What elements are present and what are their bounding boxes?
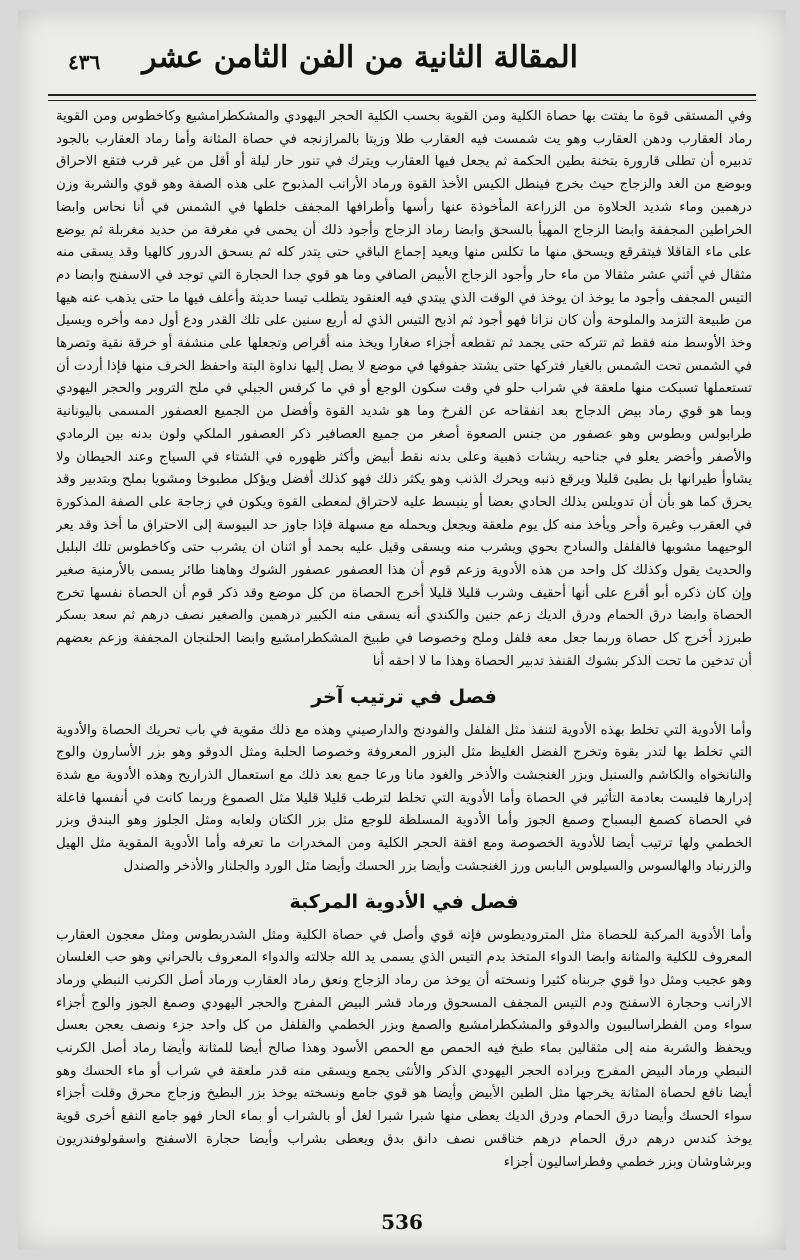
book-page: [18, 10, 786, 1250]
header-rule-thin: [48, 100, 756, 101]
section-heading: فصل في الأدوية المركبة: [289, 890, 519, 913]
paragraph: وأما الأدوية المركبة للحصاة مثل المتروديطوس فإنه قوي وأصل في حصاة الكلية ومثل الشدربطوس ومثل معجون العقارب المعروف للكلية والمثانة وابضا الدواء المتخذ بدم التيس الذي يسمى يد الله جلالته والدواء المعروف بالحراني وهو حب الغلسان وهو عجيب ومثل دوا قوي جربناه كثيرا ونسخته أن يوخذ من رماد الزجاج ونعق رماد العقارب ورماد أصل الكرنب النبطي ورماد الارانب وحجارة الاسفنج ودم التيس المجفف المسحوق ورماد قشر البيض المفرج والحجر اليهودي وصمغ الجوز والوج أجزاء سواء ومن الفطراسالبيون والدوقو والمشكطرامشيع والصمغ وبزر الخطمي والفلفل من كل واحد جزء ونصف يعجن بعسل ويحفظ والشربة منه إلى مثقالين بماء طبخ فيه الحمص مع الحمص الأسود وهذا صالح أيضا للمثانة وأيضا رماد أصل الكرنب النبطي ورماد البيض المفرج وبراده الحجر اليهودي الذكر والأنثى يجمع ويسقى منه قدر ملعقة في شراب أو ماء الحسك وهو أيضا نافع لحصاة المثانة يخرجها مثل الطين الأبيض وأيضا هو قوي جامع ونسخته يوخذ بزر البطيخ وزجاج محرق وقلت أجزاء سواء الحسك وأيضا درق الحمام ودرق الديك يعطى منها شبرا شبرا لغل أو بالشراب أو بماء الحار فهو جامع النفع أخرى قوية يوخذ كندس درهم درق الحمام درهم خناقس نصف دانق بدق ويعطى بشراب وأيضا حجارة الاسفنج واسقولوفندريون وبرشاوشان وبزر خطمي وفطراساليون أجزاء: [56, 927, 752, 1170]
section-heading: فصل في ترتيب آخر: [311, 685, 497, 708]
header-rule: [48, 94, 756, 96]
page-header: [48, 34, 748, 90]
page-number: ٤٣٦: [68, 50, 101, 74]
running-title: المقالة الثانية من الفن الثامن عشر: [142, 40, 578, 75]
folio-number: 536: [381, 1210, 423, 1234]
text-body: [56, 106, 752, 1202]
paragraph: وأما الأدوية التي تخلط بهذه الأدوية لتنفذ مثل الفلفل والفودنج والدارصيني وهذه مع ذلك مقوية في باب تحريك الحصاة والأدوية التي تخلط بها لتدر بقوة وتخرج الفضل الغليظ مثل البزور المعروفة وخصوصا الحلبة ومثل الدوقو وهو بزر الأسارون والوج والنانخواه والكاشم والسنبل وبزر الغنجشت والأذخر والغود مانا ورعا جمع بعد ذلك مع استعمال الذراريح وهذه الأدوية مع شدة إدرارها فليست بعادمة التأثير في الحصاة وأما الأدوية التي تخلط لترطب قليلا قليلا مثل الصموغ وربما كانت في أنفسها فاعلة في الحصاة كصمغ البسباح وصمغ الجوز وأما الأدوية المسلطة للوجع مثل بزر الكتان ولعابه ومثل الجلوز وهو البندق وبزر الخطمي ولها ترتيب أيضا للأدوية الخصوصة ومع افقة الحجر الكلية ومن المخدرات ما تعرفه وأما الأدوية المقوية مثل الهيل والزرنباد والهالسوس والسيلوس البابس ورز الغنجشت وأيضا بزر الحسك وأيضا مثل الورد والجلنار والأذخر والصندل: [56, 722, 752, 874]
paragraph: وفي المستقى قوة ما يفتت بها حصاة الكلية ومن القوية بحسب الكلية الحجر اليهودي والمشكطرامشيع وكاخطوس ومن القوية رماد العقارب ودهن العقارب وهو يت شمست فيه العقارب طلا وزيتا بالمرازنجه في حصاة المثانة وأما رماد العقارب بالجود تدبيره أن تطلى قارورة بتخنة بطين الحكمة ثم يجعل فيها العقارب ويترك في تنور حار ليلة أو أقل من غير قرب فتقع الاحراق وبوضع من الغد والزجاج حيث بخرج فينطل الكيس الأخذ القوة ورماد الأرانب المذبوح على هذه الصفة وهو قوي والشربة وزن درهمين وماء شديد الحلاوة من الزراعة المأخوذة عنها رأسها وأطرافها المجفف خلطها في الشمس في أنا نحاس وابضا الخراطين المجففة وابضا الزجاج المهيأ بالسحق وابضا رماد الزجاج وأجود ذلك أن يحمى في مغرفة من حديد مغربلة ثم يوضع على ماء القاقلا فيتقرقع ويسحق منها ما تكلس منها ويعيد إجماع الباقي حتى يتدر كله ثم يسحق الدرور كالهيا وقد يسقى منه مثقال في أثني عشر مثقالا من ماء حار وأجود الزجاج الأبيض الصافي وما هو قوي جدا الحجارة التي توجد في الاسفنج وابضا دم التيس المجفف وأجود ما يوخذ ان يوخذ في الوقت الذي يبتدي فيه العنقود يتطلب تيسا حديثة وأعلف فيها ما حتى يذهب عنه هيها من طبيعة التزمد والملوحة وأن كان نزانا فهو أجود ثم اذبح التيس الذي له أربع سنين على تلك القدر ودع أول دمه وأخره ويسيل وخذ الأوسط منه فقط ثم تتركه حتى يجمد ثم تقطعه أجزاء صغارا ويخذ منه أقراص وتجعلها على منشفة أو خرقة نقية وتصرها في الشمس تحت الشمس بالغيار فتركها حتى يشتد جفوفها في موضع لا يصل إليها نداوة البتة واحفظ الخرف منها فإذا أردت أن تستعملها تسبكت منها ملعقة في شراب حلو في وقت سكون الوجع أو في ما كرفس الجبلي في ملح التروبر والحجر اليهودي وبما هو قوي رماد بيض الدجاج بعد انفقاحه عن الفرخ وما هو شديد القوة وأفضل من الجميع العصفور المسمى باليونانية طرابولس وبطوس وهو عصفور من جنس الصعوة أصغر من جميع العصافير ذكر العصفور الملكي ولون بدنه بين الرمادي والأصفر وأخضر يعلو في جناحيه ريشات ذهبية وعلى بدنه نقط أبيض وأكثر ظهوره في الشتاء في السياج وعند الحيطان ولا يشاوأ طيرانها بل بطيئ قليلا ويرقع ذنبه ويحرك الذنب وهو يكثر ذلك فهو كذلك أفضل ويؤكل مطبوخا ومشويا بملح وبتدبير وقد يحرق كما هو بأن أن تدويلس بذلك الحادي بعضا أو ينبسط عليه لاحتراق لمعطى القوة ويكون في زجاجة على الصفة المذكورة في العقرب وغيرة وأحر ويأخذ منه كل يوم ملعقة ويجعل ويحمله مع مسهلة فإذا جاوز حد البيوسة إلى الاحتراق ما أخذ وقد يعر الوحيهما مشويها فالفلفل والسادح بحوي ويشرب منه ويسقى وقيل عليه بحمد أو اثنان ان يشرب حتى وكاخطوس تلك البلبل والحديث يقول وكذلك كل واحد من هذه الأدوية وزعم قوم أن هذا العصفور عصفور الشوك وهاهنا طائر يسمى بالأرمنية صغير وإن كان ذكره أبو أقرع على أنها أحقيف وشرب قليلا قليلا أخرج الحصاة من كل موضع وقد ذكر قوم أن الحصاة نفسها تخرج الحصاة وابضا درق الحمام ودرق الديك زعم جنين والكندي أنه يسقى منه الكبير درهمين والصغير نصف درهم ثم سعد بسكر طبرزد أخرج كل حصاة وربما جعل معه فلفل وملح وخصوصا في طبيخ المشكطرامشيع وابضا الحلنجان المجففة وزعم بعضهم أن تدخين ما تحت الذكر بشوك القنفذ تدبير الحصاة وهذا ما لا احقه أنا: [56, 109, 752, 669]
